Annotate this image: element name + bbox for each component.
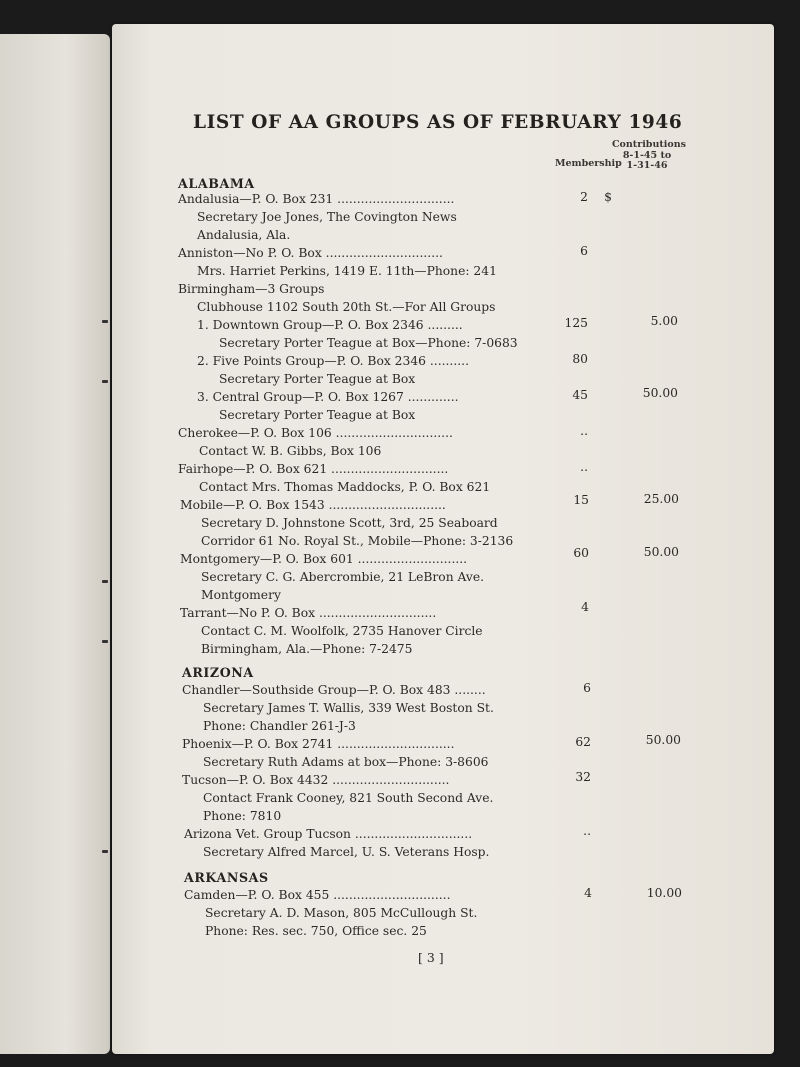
entry-line: Cherokee—P. O. Box 106 .............................. [178, 426, 453, 440]
entry-line: Contact Frank Cooney, 821 South Second Ave. [203, 791, 494, 805]
entry-line: Arizona Vet. Group Tucson .............................. [184, 827, 473, 841]
entry-line: Contact W. B. Gibbs, Box 106 [199, 444, 382, 458]
entry-line: Birmingham—3 Groups [178, 282, 325, 296]
entry-line: Montgomery [201, 588, 281, 602]
entry-line: Secretary James T. Wallis, 339 West Boston St. [203, 701, 494, 715]
membership-count: .. [580, 424, 588, 438]
entry-line: Contact C. M. Woolfolk, 2735 Hanover Circle [201, 624, 483, 638]
entry-line: 2. Five Points Group—P. O. Box 2346 .......... [197, 354, 469, 368]
entry-line: Phone: Chandler 261-J-3 [203, 719, 356, 733]
contribution-amount: 10.00 [646, 886, 682, 900]
state-heading-arkansas: ARKANSAS [184, 870, 269, 885]
entry-line: Andalusia, Ala. [197, 228, 291, 242]
contribution-amount: 50.00 [645, 733, 681, 747]
state-heading-arizona: ARIZONA [182, 665, 254, 680]
membership-count: 125 [564, 316, 588, 330]
membership-count: 80 [572, 352, 588, 366]
page-number: [ 3 ] [418, 950, 444, 965]
entry-line: Tucson—P. O. Box 4432 .............................. [182, 773, 450, 787]
membership-count: 32 [575, 770, 591, 784]
entry-line: Chandler—Southside Group—P. O. Box 483 ........ [182, 683, 486, 697]
entry-line: Tarrant—No P. O. Box .............................. [180, 606, 437, 620]
entry-line: Anniston—No P. O. Box .............................. [178, 246, 443, 260]
membership-count: 4 [584, 886, 592, 900]
entry-line: Fairhope—P. O. Box 621 .............................. [178, 462, 449, 476]
entry-line: 3. Central Group—P. O. Box 1267 ............. [197, 390, 459, 404]
membership-count: .. [580, 460, 588, 474]
membership-count: 2 [580, 190, 588, 204]
contribution-amount: $ [604, 190, 612, 204]
membership-count: 62 [575, 735, 591, 749]
entry-line: Corridor 61 No. Royal St., Mobile—Phone: 3-2136 [201, 534, 514, 548]
entry-line: 1. Downtown Group—P. O. Box 2346 ......... [197, 318, 463, 332]
entry-line: Camden—P. O. Box 455 .............................. [184, 888, 451, 902]
state-heading-alabama: ALABAMA [178, 176, 255, 191]
membership-count: 6 [580, 244, 588, 258]
membership-count: 45 [572, 388, 588, 402]
entry-line: Contact Mrs. Thomas Maddocks, P. O. Box 621 [199, 480, 491, 494]
contribution-amount: 25.00 [643, 492, 679, 506]
binding-staples [98, 300, 112, 860]
entry-line: Phone: 7810 [203, 809, 282, 823]
entry-line: Secretary A. D. Mason, 805 McCullough St. [205, 906, 478, 920]
entry-line: Secretary Ruth Adams at box—Phone: 3-8606 [203, 755, 489, 769]
entry-line: Secretary Alfred Marcel, U. S. Veterans Hosp. [203, 845, 490, 859]
entry-line: Phoenix—P. O. Box 2741 .............................. [182, 737, 455, 751]
entry-line: Secretary C. G. Abercrombie, 21 LeBron Ave. [201, 570, 485, 584]
entry-line: Secretary Porter Teague at Box—Phone: 7-0683 [219, 336, 518, 350]
entry-line: Andalusia—P. O. Box 231 .............................. [178, 192, 455, 206]
membership-count: 60 [573, 546, 589, 560]
page-title: LIST OF AA GROUPS AS OF FEBRUARY 1946 [193, 112, 683, 133]
entry-line: Birmingham, Ala.—Phone: 7-2475 [201, 642, 413, 656]
left-page-edge [0, 34, 110, 1054]
entry-line: Clubhouse 1102 South 20th St.—For All Groups [197, 300, 496, 314]
entry-line: Secretary D. Johnstone Scott, 3rd, 25 Seaboard [201, 516, 498, 530]
contributions-header: Contributions 8-1-45 to 1-31-46 [612, 139, 686, 171]
entry-line: Secretary Porter Teague at Box [219, 408, 416, 422]
membership-count: 15 [573, 493, 589, 507]
contribution-amount: 50.00 [642, 386, 678, 400]
entry-line: Phone: Res. sec. 750, Office sec. 25 [205, 924, 427, 938]
contribution-amount: 5.00 [650, 314, 678, 328]
entry-line: Mrs. Harriet Perkins, 1419 E. 11th—Phone: 241 [197, 264, 497, 278]
entry-line: Montgomery—P. O. Box 601 ............................ [180, 552, 468, 566]
membership-count: 4 [581, 600, 589, 614]
entry-line: Secretary Porter Teague at Box [219, 372, 416, 386]
entry-line: Mobile—P. O. Box 1543 .............................. [180, 498, 446, 512]
membership-count: 6 [583, 681, 591, 695]
contribution-amount: 50.00 [643, 545, 679, 559]
entry-line: Secretary Joe Jones, The Covington News [197, 210, 457, 224]
membership-header: Membership [555, 158, 622, 169]
membership-count: .. [583, 824, 591, 838]
